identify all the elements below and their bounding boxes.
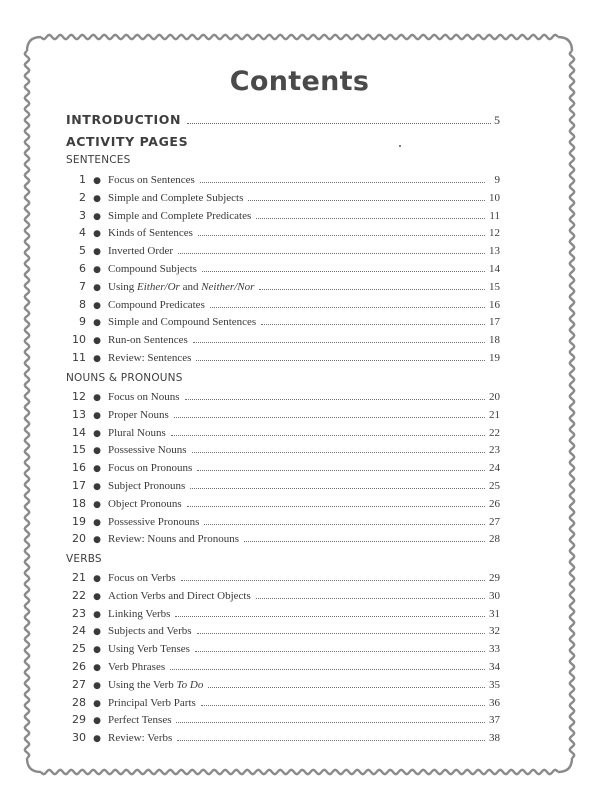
- entry-number: 14: [72, 425, 86, 439]
- entry-title: Focus on Verbs: [108, 572, 176, 584]
- entry-title: Action Verbs and Direct Objects: [108, 589, 251, 602]
- toc-entry: [56, 607, 500, 624]
- toc-entry: [56, 226, 500, 243]
- leader-dots: [192, 452, 485, 453]
- toc-entry: [56, 713, 500, 730]
- bullet-icon: ●: [93, 193, 101, 204]
- toc-entry: [56, 333, 500, 350]
- entry-page: 25: [489, 480, 500, 492]
- entry-page: 12: [489, 227, 500, 240]
- entry-number: 30: [72, 731, 86, 745]
- bullet-icon: ●: [93, 716, 101, 727]
- entry-number: 16: [72, 461, 86, 475]
- entry-title: Focus on Sentences: [108, 174, 195, 186]
- entry-number: 29: [72, 713, 86, 727]
- leader-dots: [204, 524, 485, 525]
- toc-entry: [56, 497, 500, 514]
- leader-dots: [198, 235, 485, 236]
- bullet-icon: ●: [93, 698, 101, 709]
- leader-dots: [244, 541, 485, 542]
- leader-dots: [256, 598, 485, 599]
- leader-dots: [187, 123, 491, 124]
- leader-dots: [259, 289, 485, 290]
- toc-entry: [56, 173, 500, 190]
- toc-entry: [56, 731, 500, 748]
- entry-title: Review: Verbs: [108, 732, 173, 745]
- toc-entry: [56, 298, 500, 315]
- entry-title: Focus on Pronouns: [108, 462, 193, 475]
- entry-number: 3: [79, 208, 86, 222]
- entry-page: 34: [489, 661, 500, 673]
- entry-number: 25: [72, 642, 86, 656]
- leader-dots: [208, 687, 485, 688]
- border-segment: [41, 35, 558, 39]
- entry-number: 4: [79, 226, 86, 240]
- leader-dots: [170, 669, 485, 670]
- leader-dots: [175, 616, 485, 617]
- leader-dots: [202, 271, 485, 272]
- entry-number: 7: [79, 279, 86, 293]
- entry-number: 11: [72, 351, 86, 364]
- bullet-icon: ●: [93, 247, 101, 258]
- entry-title: Simple and Complete Subjects: [108, 191, 244, 204]
- bullet-icon: ●: [93, 282, 101, 293]
- entry-page: 31: [489, 607, 500, 620]
- toc-introduction-row: [66, 112, 500, 130]
- toc-entry: [56, 589, 500, 606]
- entry-title: Review: Nouns and Pronouns: [108, 533, 240, 546]
- bullet-icon: ●: [93, 734, 101, 745]
- toc-entry: [56, 532, 500, 549]
- entry-title: Run-on Sentences: [108, 334, 188, 347]
- leader-dots: [193, 342, 485, 343]
- entry-page: 21: [489, 408, 500, 421]
- leader-dots: [210, 307, 485, 308]
- entry-title: Principal Verb Parts: [108, 696, 196, 709]
- entry-page: 35: [489, 678, 500, 691]
- section-heading: VERBS: [66, 553, 102, 565]
- entry-number: 1: [79, 173, 86, 186]
- entry-number: 27: [72, 677, 86, 691]
- entry-page: 11: [489, 209, 500, 222]
- bullet-icon: ●: [93, 464, 101, 475]
- entry-number: 19: [72, 514, 86, 528]
- toc-entry: [56, 408, 500, 425]
- entry-page: 27: [489, 515, 500, 528]
- entry-number: 20: [72, 532, 86, 546]
- leader-dots: [190, 488, 485, 489]
- toc-entry: [56, 443, 500, 460]
- entry-page: 14: [489, 263, 500, 275]
- entry-page: 29: [489, 572, 500, 584]
- bullet-icon: ●: [93, 482, 101, 492]
- entry-title: Subject Pronouns: [108, 480, 186, 492]
- entry-number: 17: [72, 479, 86, 492]
- toc-entry: [56, 642, 500, 659]
- entry-title: Simple and Complete Predicates: [108, 209, 252, 222]
- toc-entry: [56, 678, 500, 695]
- entry-title: Kinds of Sentences: [108, 227, 193, 240]
- toc-entry: [56, 209, 500, 226]
- border-segment: [27, 37, 41, 51]
- leader-dots: [261, 324, 485, 325]
- toc-entry: [56, 515, 500, 532]
- entry-page: 36: [489, 696, 500, 709]
- toc-entry: [56, 390, 500, 407]
- entry-number: 5: [79, 244, 86, 258]
- entry-page: 13: [489, 245, 500, 258]
- entry-page: 38: [489, 732, 500, 745]
- entry-page: 15: [489, 280, 500, 293]
- entry-number: 9: [79, 315, 86, 329]
- entry-number: 8: [79, 297, 86, 311]
- leader-dots: [177, 740, 485, 741]
- leader-dots: [176, 722, 485, 723]
- entry-page: 28: [489, 533, 500, 546]
- entry-number: 6: [79, 262, 86, 275]
- entry-number: 28: [72, 695, 86, 709]
- entry-number: 26: [72, 660, 86, 673]
- bullet-icon: ●: [93, 627, 101, 638]
- entry-number: 12: [72, 390, 86, 403]
- introduction-page: 5: [494, 113, 500, 127]
- entry-title: Using Verb Tenses: [108, 643, 190, 656]
- leader-dots: [185, 399, 485, 400]
- bullet-icon: ●: [93, 645, 101, 656]
- entry-page: 32: [489, 625, 500, 638]
- entry-title: Linking Verbs: [108, 607, 171, 620]
- entry-title: Review: Sentences: [108, 352, 192, 364]
- entry-page: 18: [489, 334, 500, 347]
- entry-page: 20: [489, 391, 500, 403]
- entry-page: 16: [489, 298, 500, 311]
- entry-page: 19: [489, 352, 500, 364]
- entry-number: 18: [72, 496, 86, 510]
- entry-number: 15: [72, 443, 86, 457]
- activity-pages-heading: ACTIVITY PAGES: [66, 134, 189, 149]
- entry-page: 17: [489, 316, 500, 329]
- leader-dots: [197, 470, 485, 471]
- toc-entry: [56, 660, 500, 677]
- bullet-icon: ●: [93, 300, 101, 311]
- leader-dots: [196, 360, 485, 361]
- bullet-icon: ●: [93, 428, 101, 439]
- border-segment: [25, 51, 29, 758]
- entry-page: 22: [489, 426, 500, 439]
- section-heading: SENTENCES: [66, 154, 131, 166]
- toc-entry: [56, 315, 500, 332]
- entry-title: Possessive Pronouns: [108, 515, 200, 528]
- leader-dots: [178, 253, 485, 254]
- bullet-icon: ●: [93, 229, 101, 240]
- bullet-icon: ●: [93, 265, 101, 275]
- entry-page: 30: [489, 589, 500, 602]
- entry-number: 24: [72, 624, 86, 638]
- entry-title: Plural Nouns: [108, 426, 166, 439]
- bullet-icon: ●: [93, 318, 101, 329]
- entry-title: Focus on Nouns: [108, 391, 180, 403]
- leader-dots: [201, 705, 485, 706]
- section-heading: NOUNS & PRONOUNS: [66, 372, 183, 384]
- entry-title: Compound Predicates: [108, 298, 205, 311]
- entry-page: 33: [489, 643, 500, 656]
- toc-entry: [56, 262, 500, 279]
- toc-entry: [56, 479, 500, 496]
- toc-entry: [56, 426, 500, 443]
- entry-title: Inverted Order: [108, 245, 174, 258]
- entry-number: 13: [72, 407, 86, 421]
- leader-dots: [174, 417, 485, 418]
- entry-page: 37: [489, 714, 500, 727]
- toc-entry: [56, 696, 500, 713]
- bullet-icon: ●: [93, 591, 101, 602]
- entry-page: 10: [489, 191, 500, 204]
- border-segment: [27, 758, 41, 772]
- entry-title: Simple and Compound Sentences: [108, 316, 257, 329]
- bullet-icon: ●: [93, 499, 101, 510]
- entry-title: Possessive Nouns: [108, 444, 187, 457]
- leader-dots: [256, 218, 485, 219]
- bullet-icon: ●: [93, 211, 101, 222]
- leader-dots: [195, 651, 485, 652]
- toc-entry: [56, 461, 500, 478]
- entry-number: 21: [72, 571, 86, 584]
- entry-number: 2: [79, 190, 86, 204]
- toc-entry: [56, 571, 500, 588]
- border-segment: [570, 51, 574, 758]
- entry-title: Verb Phrases: [108, 661, 166, 673]
- bullet-icon: ●: [93, 336, 101, 347]
- border-segment: [558, 37, 572, 51]
- bullet-icon: ●: [93, 535, 101, 546]
- bullet-icon: ●: [93, 663, 101, 673]
- toc-entry: [56, 191, 500, 208]
- border-segment: [41, 770, 558, 774]
- bullet-icon: ●: [93, 680, 101, 691]
- entry-number: 22: [72, 588, 86, 602]
- bullet-icon: ●: [93, 609, 101, 620]
- entry-number: 23: [72, 606, 86, 620]
- leader-dots: [181, 580, 485, 581]
- entry-title: Compound Subjects: [108, 263, 197, 275]
- introduction-label: INTRODUCTION: [66, 112, 182, 127]
- border-segment: [558, 758, 572, 772]
- leader-dots: [187, 506, 485, 507]
- toc-entry: [56, 351, 500, 368]
- entry-title: Subjects and Verbs: [108, 625, 192, 638]
- bullet-icon: ●: [93, 574, 101, 584]
- entry-number: 10: [72, 333, 86, 347]
- toc-entry: [56, 624, 500, 641]
- leader-dots: [171, 435, 485, 436]
- bullet-icon: ●: [93, 410, 101, 421]
- entry-title: Using the Verb To Do: [108, 678, 204, 691]
- entry-title: Perfect Tenses: [108, 714, 172, 727]
- toc-entry: [56, 244, 500, 261]
- bullet-icon: ●: [93, 393, 101, 403]
- bullet-icon: ●: [93, 517, 101, 528]
- entry-title: Using Either/Or and Neither/Nor: [108, 280, 255, 293]
- entry-page: 23: [489, 444, 500, 457]
- entry-title: Proper Nouns: [108, 408, 169, 421]
- bullet-icon: ●: [93, 446, 101, 457]
- bullet-icon: ●: [93, 354, 101, 364]
- entry-title: Object Pronouns: [108, 497, 182, 510]
- page-title: Contents: [229, 66, 370, 97]
- entry-page: 24: [489, 462, 500, 475]
- entry-page: 9: [494, 174, 500, 186]
- stray-mark: [399, 145, 401, 147]
- leader-dots: [197, 633, 485, 634]
- leader-dots: [200, 182, 485, 183]
- bullet-icon: ●: [93, 176, 101, 186]
- leader-dots: [248, 200, 485, 201]
- toc-entry: [56, 280, 500, 297]
- entry-page: 26: [489, 497, 500, 510]
